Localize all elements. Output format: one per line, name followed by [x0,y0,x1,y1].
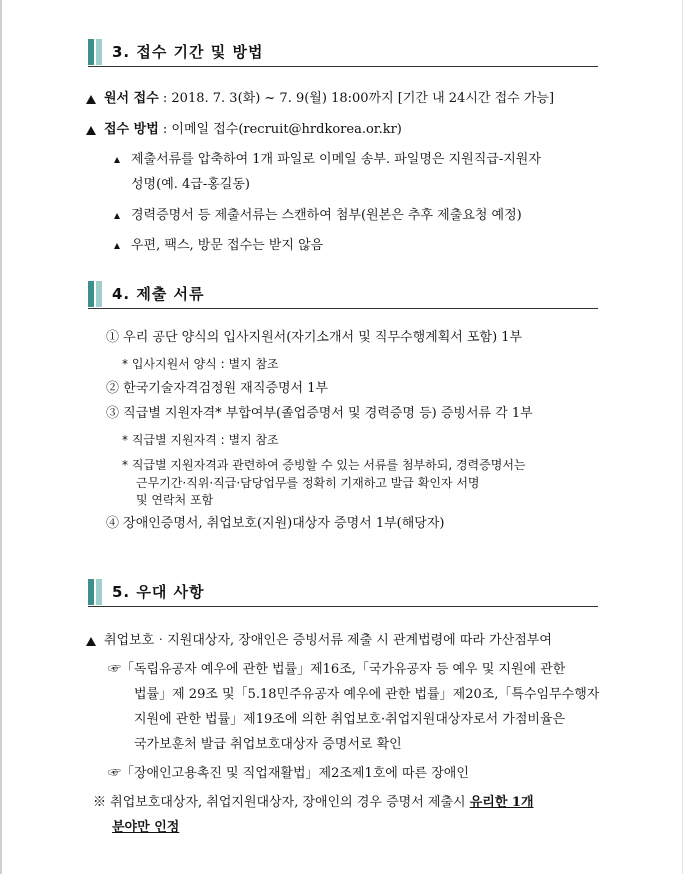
method-sub-1-line-1: 제출서류를 압축하여 1개 파일로 이메일 송부. 파일명은 지원직급-지원자 [131,152,541,167]
section-marker [88,579,94,605]
note-emphasis-2: 분야만 인정 [112,820,180,835]
method-sub-2: 경력증명서 등 제출서류는 스캔하여 첨부(원본은 추후 제출요청 예정) [131,208,522,223]
preference-ref-1-line-3: 지원에 관한 법률」제19조에 의한 취업보호·취업지원대상자로서 가점비율은 [134,712,566,727]
application-period [104,91,554,107]
small-triangle-bullet-icon [114,243,120,249]
section-marker-light [96,579,102,605]
section-4-header [88,281,598,307]
section-3-title: 3. 접수 기간 및 방법 [112,43,264,61]
document-item-3-note-2-line-3: 및 연락처 포함 [136,493,214,507]
section-3-header [88,39,598,65]
triangle-bullet-icon [86,95,96,104]
preference-ref-2: ☞「장애인고용촉진 및 직업재활법」제2조제1호에 따른 장애인 [108,766,469,781]
period-label: 원서 접수 [104,91,159,106]
small-triangle-bullet-icon [114,157,120,163]
preference-note-line-2 [112,820,179,836]
period-text: : 2018. 7. 3(화) ~ 7. 9(월) 18:00까지 [기간 내 24시간 접수 가능] [158,91,555,106]
method-sub-1-line-2: 성명(예. 4급-홍길동) [131,177,250,192]
section-marker [88,39,94,65]
triangle-bullet-icon [86,637,96,646]
section-marker-light [96,281,102,307]
section-underline [88,308,598,309]
section-marker-light [96,39,102,65]
preference-ref-1-line-1: ☞「독립유공자 예우에 관한 법률」제16조,「국가유공자 등 예우 및 지원에 관한 [108,662,566,677]
preference-note [93,795,534,811]
preference-ref-1-line-2: 법률」제 29조 및「5.18민주유공자 예우에 관한 법률」제20조,「특수임무수행자 [134,687,600,702]
preference-ref-1-line-4: 국가보훈처 발급 취업보호대상자 증명서로 확인 [134,737,402,752]
application-method [104,122,402,138]
document-item-4: ④ 장애인증명서, 취업보호(지원)대상자 증명서 1부(해당자) [106,516,445,531]
page-left-border [0,0,2,874]
small-triangle-bullet-icon [114,213,120,219]
method-label: 접수 방법 [104,122,159,137]
note-text: ※ 취업보호대상자, 취업지원대상자, 장애인의 경우 증명서 제출시 [93,795,470,810]
document-item-3-note-2-line-1: * 직급별 지원자격과 관련하여 증빙할 수 있는 서류를 첨부하되, 경력증명서는 [122,458,526,472]
section-underline [88,66,598,67]
method-sub-3: 우편, 팩스, 방문 접수는 받지 않음 [131,238,324,253]
document-item-3-note-1: * 직급별 지원자격 : 별지 참조 [122,433,279,447]
document-item-3: ③ 직급별 지원자격* 부합여부(졸업증명서 및 경력증명 등) 증빙서류 각 1부 [106,406,533,421]
section-5-header [88,579,598,605]
document-item-1-note: * 입사지원서 양식 : 별지 참조 [122,357,279,371]
method-text: : 이메일 접수(recruit@hrdkorea.or.kr) [158,122,402,137]
section-5-title: 5. 우대 사항 [112,583,205,601]
note-emphasis: 유리한 1개 [469,795,534,810]
document-item-3-note-2-line-2: 근무기간·직위·직급·담당업무를 정확히 기재하고 발급 확인자 서명 [136,476,480,490]
document-item-2: ② 한국기술자격검정원 재직증명서 1부 [106,381,329,396]
document-item-1: ① 우리 공단 양식의 입사지원서(자기소개서 및 직무수행계획서 포함) 1부 [106,330,523,345]
triangle-bullet-icon [86,126,96,135]
section-underline [88,606,598,607]
preference-main: 취업보호‧지원대상자, 장애인은 증빙서류 제출 시 관계법령에 따라 가산점부여 [104,633,552,648]
section-4-title: 4. 제출 서류 [112,285,205,303]
section-marker [88,281,94,307]
